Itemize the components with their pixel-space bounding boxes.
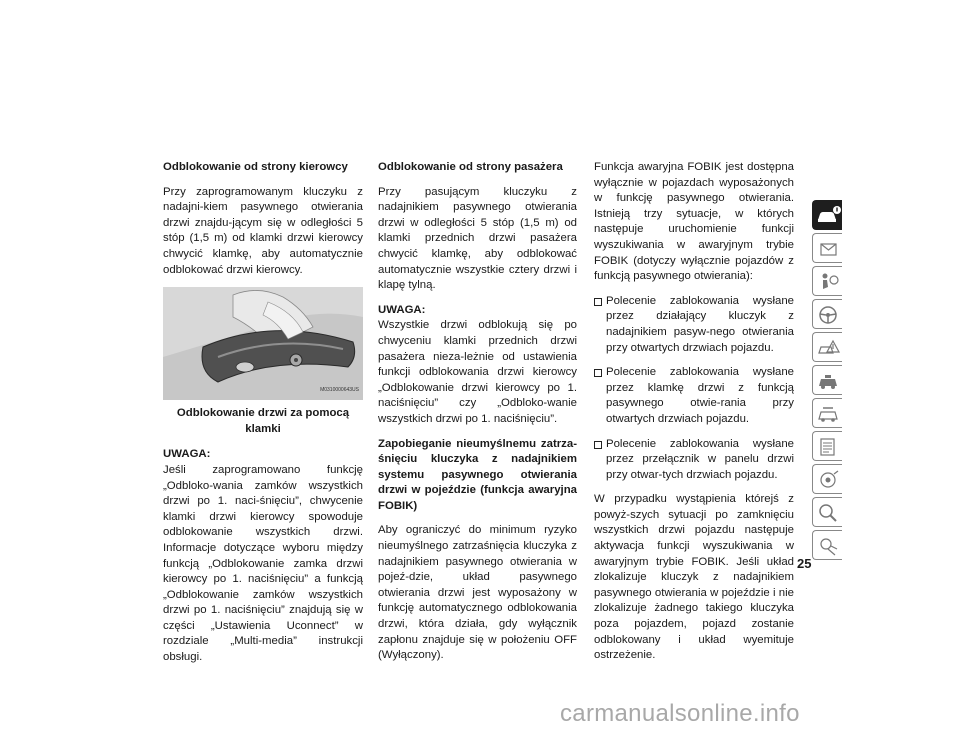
warning-car-icon — [813, 333, 843, 363]
section-heading-driver: Odblokowanie od strony kierowcy — [163, 161, 348, 173]
paragraph: Aby ograniczyć do minimum ryzyko nieumyślnego zatrzaśnięcia kluczyka z nadajnikiem pasywnego otwierania w pojeź-dzie, układ pasywnego otwierania drzwi jest wyposażony w funkcję automatycznego odblokowania drzwi, która działa, gdy wyłącznik zapłonu znajduje się w położeniu OFF (Wyłączony). — [378, 524, 577, 662]
column-1 — [163, 160, 363, 675]
section-heading-fobik: Zapobieganie nieumyślnemu zatrza-śnięciu kluczyka z nadajnikiem systemu pasywnego otwierania drzwi w pojeździe (funkcja awaryjna FOBIK) — [378, 437, 577, 512]
tab-language[interactable] — [812, 530, 842, 560]
paragraph: Funkcja awaryjna FOBIK jest dostępna wyłącznie w pojazdach wyposażonych w funkcję pasywnego otwierania. Istnieją trzy sytuacje, w których następuje uruchomienie funkcji wyszukiwania w awaryjnym trybie FOBIK (dotyczy wyłącznie pojazdów z funkcją pasywnego otwierania): — [594, 161, 794, 283]
language-icon — [813, 531, 843, 561]
watermark: carmanualsonline.info — [560, 700, 800, 727]
note — [163, 447, 363, 665]
tab-specifications[interactable] — [812, 431, 842, 461]
paragraph: Przy pasującym kluczyku z nadajnikiem pasywnego otwierania drzwi w odległości 5 stóp (1,5 m) od klamki przednich drzwi pasażera chwycić klamkę, aby odblokować automatycznie wszystkie cztery drzwi i klapę tylną. — [378, 185, 577, 292]
note-label: UWAGA: — [163, 448, 211, 461]
steering-wheel-icon — [813, 300, 843, 330]
figure-caption: Odblokowanie drzwi za pomocą klamki — [176, 407, 350, 435]
list-item: Polecenie zablokowania wysłane przez działający kluczyk z nadajnikiem pasyw-nego otwierania przy otwartych drzwiach pojazdu. — [594, 294, 794, 356]
envelope-icon — [813, 234, 843, 264]
maintenance-icon — [813, 399, 843, 429]
tab-steering-wheel[interactable] — [812, 299, 842, 329]
tab-emergency-car[interactable] — [812, 365, 842, 395]
bullet-box-icon — [594, 298, 602, 306]
note-text: Jeśli zaprogramowano funkcję „Odbloko-wania zamków wszystkich drzwi po 1. naci-śnięciu”, chwycenie klamki drzwi kierowcy spowoduje odblokowanie wszystkich drzwi. Informacje dotyczące wyboru między funkcją „Odblokowanie zamka drzwi kierowcy po 1. naciśnięciu” a funkcją „Odblokowanie zamków wszystkich drzwi po 1. naciśnięciu” znajdują się w części „Ustawienia Uconnect” w rozdziale „Multi-media” instrukcji obsługi. — [163, 463, 363, 664]
door-handle-figure — [163, 287, 363, 400]
note-label: UWAGA: — [378, 303, 426, 316]
note-text: Wszystkie drzwi odblokują się po chwyceniu klamki przednich drzwi pasażera nieza-leżnie od ustawienia funkcji odblokowania drzwi kierowcy „Odblokowanie drzwi kierowcy po 1. naciśnięciu” czy „Odbloko-wanie wszystkich drzwi po 1. naciśnięciu”. — [378, 319, 577, 425]
car-info-icon — [813, 201, 843, 231]
section-tabs — [812, 200, 842, 563]
list-item: Polecenie zablokowania wysłane przez przełącznik w panelu drzwi przy otwar-tych drzwiach pojazdu. — [594, 437, 794, 484]
column-3 — [594, 160, 794, 673]
tab-maintenance[interactable] — [812, 398, 842, 428]
tab-car-info[interactable] — [812, 200, 842, 230]
paragraph: Przy zaprogramowanym kluczyku z nadajni-kiem pasywnego otwierania drzwi znajdu-jącym się w odległości 5 stóp (1,5 m) od klamki drzwi kierowcy chwycić klamkę, aby automatycznie odblokować drzwi kierowcy. — [163, 185, 363, 276]
note — [378, 303, 577, 428]
paragraph: W przypadku wystąpienia którejś z powyż-szych sytuacji po zamknięciu wszystkich drzwi pojazdu następuje aktywacja funkcji wyszukiwania w awaryjnym trybie FOBIK. Jeśli układ zlokalizuje kluczyk z nadajnikiem pasywnego otwierania w pojeździe i nie zlokalizuje żadnego takiego kluczyka poza pojazdem, pojazd zostanie odblokowany i układ wyemituje ostrzeżenie. — [594, 493, 794, 662]
airbag-icon — [813, 267, 843, 297]
search-icon — [813, 498, 843, 528]
list-item: Polecenie zablokowania wysłane przez klamkę drzwi z funkcją pasywnego otwie-rania przy otwartych drzwiach pojazdu. — [594, 365, 794, 427]
bullet-box-icon — [594, 441, 602, 449]
bullet-list — [594, 294, 794, 484]
specifications-list-icon — [813, 432, 843, 462]
tab-search[interactable] — [812, 497, 842, 527]
tab-envelope[interactable] — [812, 233, 842, 263]
column-2 — [378, 160, 577, 673]
page-number: 25 — [797, 556, 812, 571]
tab-airbag[interactable] — [812, 266, 842, 296]
bullet-box-icon — [594, 369, 602, 377]
section-heading-passenger: Odblokowanie od strony pasażera — [378, 161, 563, 173]
emergency-car-icon — [813, 366, 843, 396]
multimedia-icon — [813, 465, 843, 495]
tab-warning-car[interactable] — [812, 332, 842, 362]
tab-multimedia[interactable] — [812, 464, 842, 494]
figure-code: M0310000643US — [320, 386, 359, 393]
